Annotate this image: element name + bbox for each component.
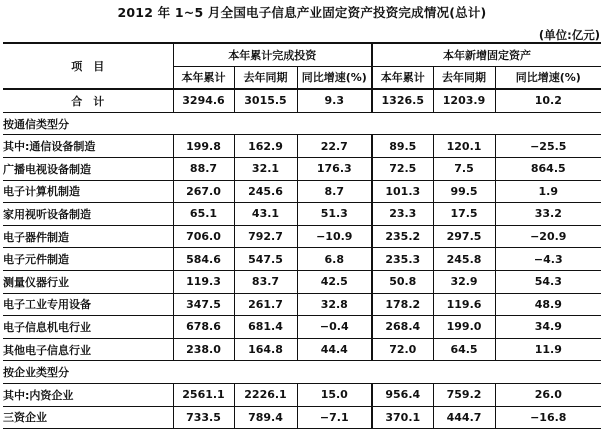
cell-value: 2226.1 bbox=[234, 383, 297, 406]
section-header-enterprise bbox=[3, 361, 601, 384]
cell-value: −4.3 bbox=[495, 248, 601, 271]
cell-value: 267.0 bbox=[173, 180, 234, 203]
table-row bbox=[3, 180, 601, 203]
table-row bbox=[3, 406, 601, 429]
cell-value: 3015.5 bbox=[234, 89, 297, 112]
cell-value: 119.3 bbox=[173, 270, 234, 293]
cell-value: 789.4 bbox=[234, 406, 297, 429]
cell-value: 238.0 bbox=[173, 338, 234, 361]
cell-value: 1203.9 bbox=[433, 89, 495, 112]
cell-value: −25.5 bbox=[495, 135, 601, 158]
row-label: 其他电子信息行业 bbox=[3, 338, 173, 361]
cell-value: 83.7 bbox=[234, 270, 297, 293]
cell-value: 22.7 bbox=[297, 135, 372, 158]
cell-value: 50.8 bbox=[372, 270, 433, 293]
header-col: 去年同期 bbox=[234, 66, 297, 89]
cell-value: 245.8 bbox=[433, 248, 495, 271]
header-row-1 bbox=[3, 43, 601, 66]
cell-value: 101.3 bbox=[372, 180, 433, 203]
header-col: 同比增速(%) bbox=[495, 66, 601, 89]
header-col: 本年累计 bbox=[173, 66, 234, 89]
cell-value: −10.9 bbox=[297, 225, 372, 248]
table-row bbox=[3, 270, 601, 293]
cell-value: 1.9 bbox=[495, 180, 601, 203]
cell-value: −7.1 bbox=[297, 406, 372, 429]
cell-value: 681.4 bbox=[234, 316, 297, 339]
section-title: 按企业类型分 bbox=[3, 361, 601, 384]
cell-value: 54.3 bbox=[495, 270, 601, 293]
table-row bbox=[3, 225, 601, 248]
cell-value: 11.9 bbox=[495, 338, 601, 361]
header-group-investment: 本年累计完成投资 bbox=[173, 43, 372, 66]
cell-value: 51.3 bbox=[297, 203, 372, 226]
total-row bbox=[3, 89, 601, 112]
cell-value: 26.0 bbox=[495, 383, 601, 406]
cell-value: 864.5 bbox=[495, 157, 601, 180]
cell-value: 10.2 bbox=[495, 89, 601, 112]
cell-value: 8.7 bbox=[297, 180, 372, 203]
cell-value: 268.4 bbox=[372, 316, 433, 339]
cell-value: 120.1 bbox=[433, 135, 495, 158]
row-label: 家用视听设备制造 bbox=[3, 203, 173, 226]
cell-value: 162.9 bbox=[234, 135, 297, 158]
cell-value: 72.5 bbox=[372, 157, 433, 180]
cell-value: 64.5 bbox=[433, 338, 495, 361]
cell-value: 956.4 bbox=[372, 383, 433, 406]
cell-value: 297.5 bbox=[433, 225, 495, 248]
cell-value: 15.0 bbox=[297, 383, 372, 406]
row-label: 电子计算机制造 bbox=[3, 180, 173, 203]
row-label: 电子工业专用设备 bbox=[3, 293, 173, 316]
table-row bbox=[3, 338, 601, 361]
cell-value: 678.6 bbox=[173, 316, 234, 339]
cell-value: 7.5 bbox=[433, 157, 495, 180]
cell-value: 199.0 bbox=[433, 316, 495, 339]
row-label: 其中:内资企业 bbox=[3, 383, 173, 406]
table-row bbox=[3, 203, 601, 226]
cell-value: 584.6 bbox=[173, 248, 234, 271]
row-label: 合 计 bbox=[71, 94, 105, 108]
cell-value: 42.5 bbox=[297, 270, 372, 293]
cell-value: 23.3 bbox=[372, 203, 433, 226]
cell-value: 444.7 bbox=[433, 406, 495, 429]
cell-value: −0.4 bbox=[297, 316, 372, 339]
header-col: 同比增速(%) bbox=[297, 66, 372, 89]
row-label: 电子信息机电行业 bbox=[3, 316, 173, 339]
cell-value: 235.2 bbox=[372, 225, 433, 248]
cell-value: 32.1 bbox=[234, 157, 297, 180]
section-header-communication bbox=[3, 112, 601, 135]
cell-value: 44.4 bbox=[297, 338, 372, 361]
row-label: 电子元件制造 bbox=[3, 248, 173, 271]
cell-value: 32.9 bbox=[433, 270, 495, 293]
cell-value: 3294.6 bbox=[173, 89, 234, 112]
cell-value: 245.6 bbox=[234, 180, 297, 203]
cell-value: 164.8 bbox=[234, 338, 297, 361]
cell-value: 6.8 bbox=[297, 248, 372, 271]
cell-value: 176.3 bbox=[297, 157, 372, 180]
cell-value: 370.1 bbox=[372, 406, 433, 429]
cell-value: 72.0 bbox=[372, 338, 433, 361]
table-title: 2012 年 1~5 月全国电子信息产业固定资产投资完成情况(总计) bbox=[117, 5, 487, 20]
cell-value: 199.8 bbox=[173, 135, 234, 158]
header-item: 项 目 bbox=[3, 43, 173, 89]
row-label: 广播电视设备制造 bbox=[3, 157, 173, 180]
cell-value: 43.1 bbox=[234, 203, 297, 226]
row-label: 三资企业 bbox=[3, 406, 173, 429]
header-group-new-assets: 本年新增固定资产 bbox=[372, 43, 601, 66]
cell-value: 733.5 bbox=[173, 406, 234, 429]
cell-value: −20.9 bbox=[495, 225, 601, 248]
cell-value: 32.8 bbox=[297, 293, 372, 316]
cell-value: 33.2 bbox=[495, 203, 601, 226]
cell-value: −16.8 bbox=[495, 406, 601, 429]
section-title: 按通信类型分 bbox=[3, 112, 601, 135]
cell-value: 1326.5 bbox=[372, 89, 433, 112]
cell-value: 88.7 bbox=[173, 157, 234, 180]
cell-value: 706.0 bbox=[173, 225, 234, 248]
cell-value: 65.1 bbox=[173, 203, 234, 226]
row-label: 测量仪器行业 bbox=[3, 270, 173, 293]
table-row bbox=[3, 248, 601, 271]
cell-value: 89.5 bbox=[372, 135, 433, 158]
cell-value: 9.3 bbox=[297, 89, 372, 112]
table-row bbox=[3, 135, 601, 158]
table-row bbox=[3, 157, 601, 180]
cell-value: 2561.1 bbox=[173, 383, 234, 406]
cell-value: 235.3 bbox=[372, 248, 433, 271]
cell-value: 48.9 bbox=[495, 293, 601, 316]
table-row bbox=[3, 383, 601, 406]
investment-table bbox=[3, 42, 601, 429]
header-col: 去年同期 bbox=[433, 66, 495, 89]
table-row bbox=[3, 316, 601, 339]
cell-value: 178.2 bbox=[372, 293, 433, 316]
cell-value: 547.5 bbox=[234, 248, 297, 271]
header-col: 本年累计 bbox=[372, 66, 433, 89]
cell-value: 99.5 bbox=[433, 180, 495, 203]
cell-value: 261.7 bbox=[234, 293, 297, 316]
cell-value: 792.7 bbox=[234, 225, 297, 248]
table-row bbox=[3, 293, 601, 316]
row-label: 电子器件制造 bbox=[3, 225, 173, 248]
row-label: 其中:通信设备制造 bbox=[3, 135, 173, 158]
cell-value: 119.6 bbox=[433, 293, 495, 316]
cell-value: 17.5 bbox=[433, 203, 495, 226]
cell-value: 34.9 bbox=[495, 316, 601, 339]
cell-value: 347.5 bbox=[173, 293, 234, 316]
unit-note: (单位:亿元) bbox=[538, 28, 600, 42]
cell-value: 759.2 bbox=[433, 383, 495, 406]
